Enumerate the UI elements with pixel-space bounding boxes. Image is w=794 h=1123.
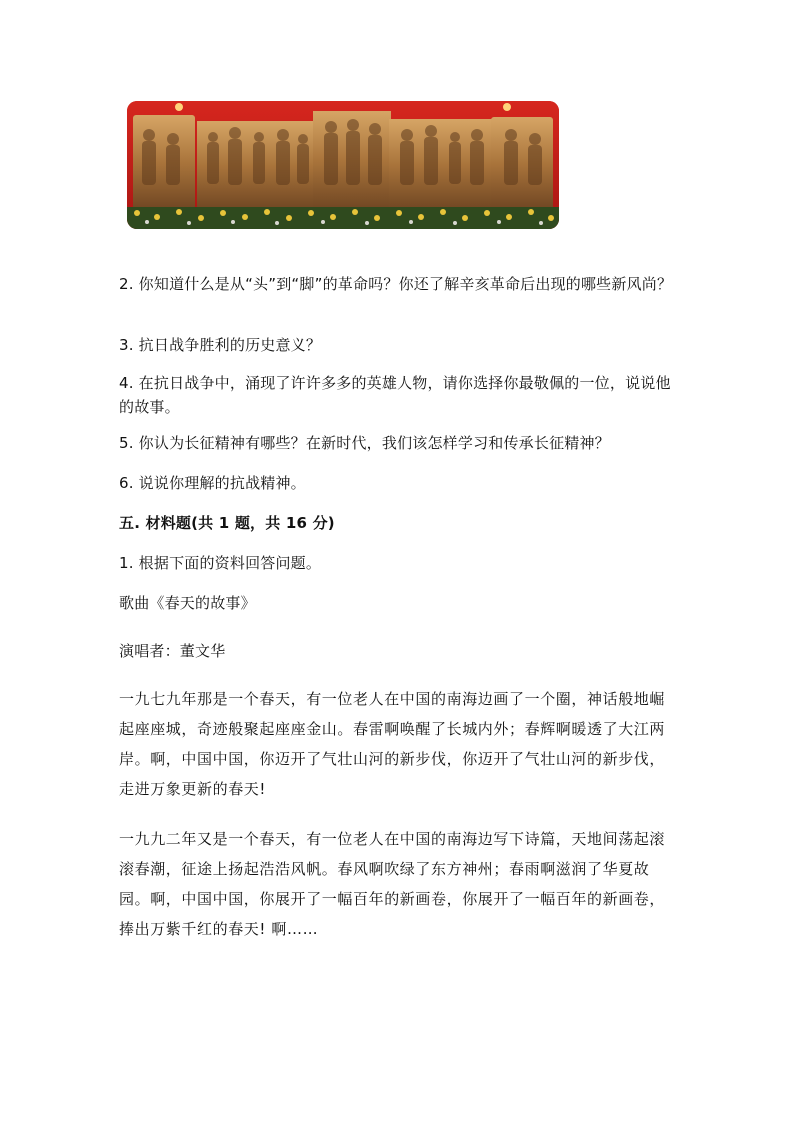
bronze-relief-photo [127, 101, 559, 229]
question-4: 4. 在抗日战争中，涌现了许许多多的英雄人物，请你选择你最敬佩的一位，说说他的故事。 [119, 374, 671, 416]
relief-illustration [127, 101, 559, 229]
question-5: 5. 你认为长征精神有哪些？在新时代，我们该怎样学习和传承长征精神？ [119, 434, 610, 452]
question-2: 2. 你知道什么是从“头”到“脚”的革命吗？你还了解辛亥革命后出现的哪些新风尚？ [119, 275, 673, 293]
lyrics-verse-2: 一九九二年又是一个春天，有一位老人在中国的南海边写下诗篇，天地间荡起滚滚春潮，征途上扬起浩浩风帆。春风啊吹绿了东方神州；春雨啊滋润了华夏故园。啊，中国中国，你展开了一幅百年的新画卷，你展开了一幅百年的新画卷，捧出万紫千红的春天! 啊…… [119, 830, 666, 938]
material-question-1: 1. 根据下面的资料回答问题。 [119, 554, 322, 572]
lyrics-verse-1: 一九七九年那是一个春天，有一位老人在中国的南海边画了一个圈，神话般地崛起座座城，奇迹般聚起座座金山。春雷啊唤醒了长城内外；春辉啊暖透了大江两岸。啊，中国中国，你迈开了气壮山河的新步伐，你迈开了气壮山河的新步伐，走进万象更新的春天! [119, 690, 666, 798]
question-6: 6. 说说你理解的抗战精神。 [119, 474, 306, 492]
section-heading: 五. 材料题(共 1 题，共 16 分) [119, 514, 335, 532]
singer-line: 演唱者：董文华 [119, 642, 226, 660]
song-title: 歌曲《春天的故事》 [119, 594, 256, 612]
question-3: 3. 抗日战争胜利的历史意义？ [119, 336, 322, 354]
